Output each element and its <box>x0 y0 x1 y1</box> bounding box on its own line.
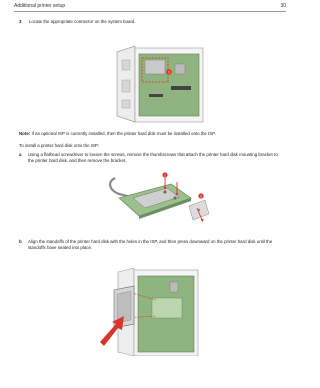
figure2-callout-2: 2 <box>200 194 202 199</box>
step-number: 3 <box>19 19 22 24</box>
hard-disk-bracket-figure <box>105 168 215 230</box>
intro-text: To install a printer hard disk onto the ISP: <box>19 143 100 148</box>
substep-b-letter: b <box>19 239 22 244</box>
note <box>19 131 284 137</box>
step-3 <box>19 19 284 25</box>
section-title: Additional printer setup <box>14 3 66 9</box>
substep-a-letter: a <box>19 152 22 157</box>
step-text: Locate the appropriate connector on the system board. <box>28 19 136 24</box>
header-rule <box>14 11 286 12</box>
substep-b-text: Align the standoffs of the printer hard disk with the holes in the ISP, and then press downward on the printer hard disk until the standoffs have seated into place. <box>28 239 273 250</box>
page-header <box>14 3 286 12</box>
page-number: 30 <box>280 3 286 9</box>
figure1-callout: 1 <box>168 70 170 75</box>
note-text: If an optional ISP is currently installed, then the printer hard disk must be installed onto the ISP. <box>31 131 216 136</box>
note-label: Note: <box>19 131 31 136</box>
install-hard-disk-figure <box>100 268 200 356</box>
substep-a-text: Using a flathead screwdriver to loosen the screws, remove the thumbscrews that attach the printer hard disk mounting bracket to the printer hard disk, and then remove the bracket. <box>28 152 278 163</box>
figure2-callout-1: 1 <box>164 173 166 178</box>
system-board-figure <box>115 44 205 124</box>
